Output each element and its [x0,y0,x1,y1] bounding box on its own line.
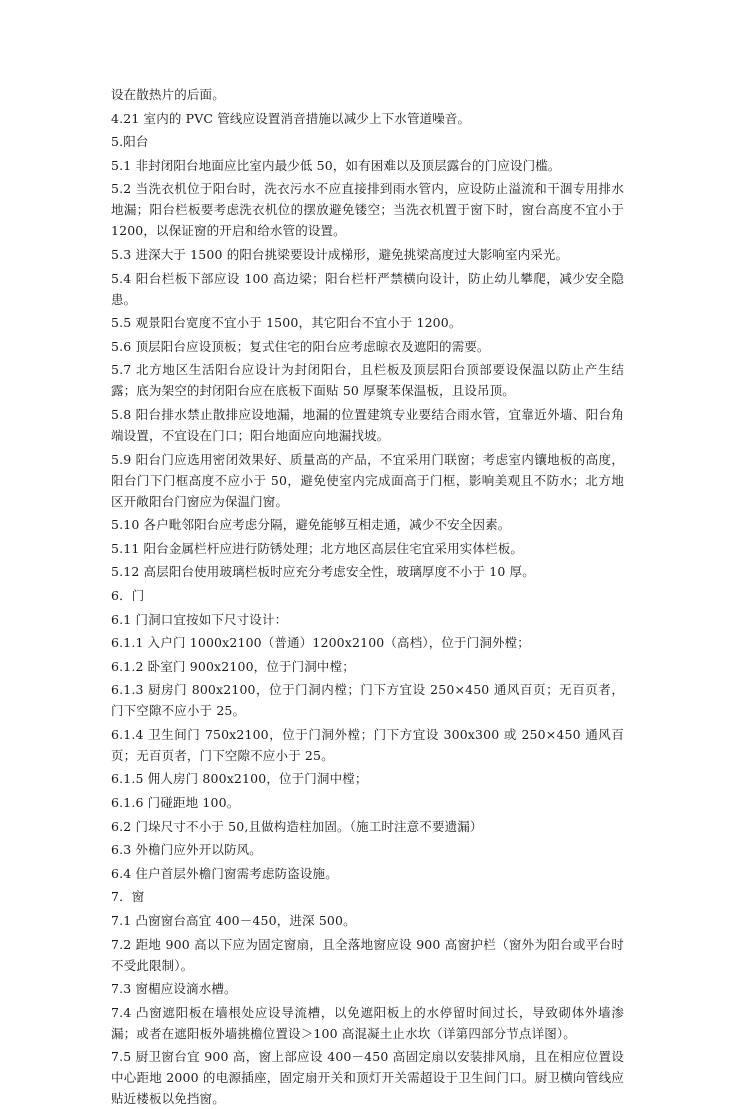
section-heading: 6．门 [111,587,145,603]
section-heading: 5.阳台 [111,134,149,150]
text-paragraph: 5.11 阳台金属栏杆应进行防锈处理；北方地区高层住宅宜采用实体栏板。 [111,540,524,556]
text-paragraph: 5.5 观景阳台宽度不宜小于 1500，其它阳台不宜小于 1200。 [111,315,462,331]
text-paragraph: 6.1.4 卫生间门 750x2100，位于门洞外樘；门下方宜设 300x300 或 250×450 通风百页；无百页者，门下空隙不应小于 25。 [111,726,624,763]
text-paragraph: 5.12 高层阳台使用玻璃栏板时应充分考虑安全性，玻璃厚度不小于 10 厚。 [111,564,535,580]
text-paragraph: 6.1.6 门碰距地 100。 [111,795,240,811]
text-paragraph: 7.5 厨卫窗台宜 900 高，窗上部应设 400－450 高固定扇以安装排风扇，且在相应位置设中心距地 2000 的电源插座，固定扇开关和顶灯开关需超设于卫生间门口。厨卫横向管线应贴近楼板以免挡窗。 [111,1049,624,1107]
text-paragraph: 7.1 凸窗窗台高宜 400－450，进深 500。 [111,913,356,929]
text-paragraph: 6.2 门垛尺寸不小于 50,且做构造柱加固。（施工时注意不要遗漏） [111,818,483,834]
text-paragraph: 5.4 阳台栏板下部应设 100 高边梁；阳台栏杆严禁横向设计，防止幼儿攀爬，减少安全隐患。 [111,270,624,307]
text-paragraph: 6.4 住户首层外檐门窗需考虑防盗设施。 [111,865,338,881]
text-paragraph: 7.4 凸窗遮阳板在墙根处应设导流槽，以免遮阳板上的水停留时间过长，导致砌体外墙渗漏；或者在遮阳板外墙挑檐位置设＞100 高混凝土止水坎（详第四部分节点详图）。 [111,1004,624,1041]
text-paragraph: 6.1.1 入户门 1000x2100（普通）1200x2100（高档），位于门洞外樘； [111,635,530,651]
section-heading: 7．窗 [111,889,145,905]
text-paragraph: 5.7 北方地区生活阳台应设计为封闭阳台，且栏板及顶层阳台顶部要设保温以防止产生结露；底为架空的封闭阳台应在底板下面贴 50 厚聚苯保温板，且设吊顶。 [111,362,624,399]
text-paragraph: 6.1.3 厨房门 800x2100，位于门洞内樘；门下方宜设 250×450 通风百页；无百页者，门下空隙不应小于 25。 [111,682,624,719]
text-paragraph: 5.9 阳台门应选用密闭效果好、质量高的产品，不宜采用门联窗；考虑室内镶地板的高度，阳台门下门框高度不应小于 50，避免使室内完成面高于门框，影响美观且不防水；北方地区开敞阳台门窗应为保温门窗。 [111,451,624,509]
text-paragraph: 5.2 当洗衣机位于阳台时，洗衣污水不应直接排到雨水管内，应设防止溢流和干涸专用排水地漏；阳台栏板要考虑洗衣机位的摆放避免镂空；当洗衣机置于窗下时，窗台高度不宜小于 1200，以保证窗的开启和给水管的设置。 [111,181,624,239]
text-paragraph: 6.1 门洞口宜按如下尺寸设计： [111,611,288,627]
text-paragraph: 4.21 室内的 PVC 管线应设置消音措施以减少上下水管道噪音。 [111,110,471,126]
text-paragraph: 5.3 进深大于 1500 的阳台挑梁要设计成梯形，避免挑梁高度过大影响室内采光。 [111,246,569,262]
text-paragraph: 5.10 各户毗邻阳台应考虑分隔，避免能够互相走通，减少不安全因素。 [111,517,511,533]
text-paragraph: 5.1 非封闭阳台地面应比室内最少低 50，如有困难以及顶层露台的门应设门槛。 [111,157,561,173]
text-paragraph: 6.1.2 卧室门 900x2100，位于门洞中樘； [111,658,355,674]
text-paragraph: 7.2 距地 900 高以下应为固定窗扇，且全落地窗应设 900 高窗护栏（窗外为阳台或平台时不受此限制）。 [111,936,624,973]
text-paragraph: 5.8 阳台排水禁止散排应设地漏，地漏的位置建筑专业要结合雨水管，宜靠近外墙、阳台角端设置，不宜设在门口；阳台地面应向地漏找坡。 [111,406,624,443]
text-paragraph: 5.6 顶层阳台应设顶板；复式住宅的阳台应考虑晾衣及遮阳的需要。 [111,338,490,354]
text-paragraph: 6.1.5 佣人房门 800x2100，位于门洞中樘； [111,771,368,787]
text-paragraph: 7.3 窗楣应设滴水槽。 [111,981,237,997]
text-paragraph: 设在散热片的后面。 [111,87,225,102]
text-paragraph: 6.3 外檐门应外开以防风。 [111,842,262,858]
